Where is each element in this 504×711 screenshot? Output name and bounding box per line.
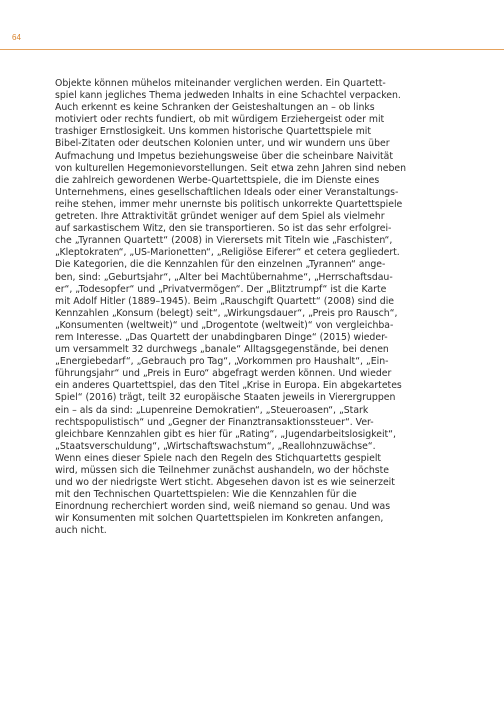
text-line: spiel kann jegliches Thema jedweden Inhalts in eine Schachtel verpacken. [55,90,401,102]
text-line: „Staatsverschuldung“, „Wirtschaftswachstum“, „Reallohnzuwächse“. [55,440,376,452]
text-line: rechtspopulistisch“ und „Gegner der Finanztransaktionssteuer“. Ver- [55,416,374,428]
text-line: reihe stehen, immer mehr unernste bis politisch unkorrekte Quartettspiele [55,198,403,210]
text-line: die zahlreich gewordenen Werbe-Quartettspiele, die im Dienste eines [55,174,380,186]
text-line: Bibel-Zitaten oder deutschen Kolonien unter, und wir wundern uns über [55,138,390,150]
text-line: Spiel“ (2016) trägt, teilt 32 europäische Staaten jeweils in Vierergruppen [55,392,396,404]
text-line: führungsjahr“ und „Preis in Euro“ abgefragt werden können. Und wieder [55,368,392,380]
text-line: Auch erkennt es keine Schranken der Geisteshaltungen an – ob links [55,102,375,114]
text-line: Unternehmens, eines gesellschaftlichen Ideals oder einer Veranstaltungs- [55,186,399,198]
text-line: ben, sind: „Geburtsjahr“, „Alter bei Machtübernahme“, „Herrschaftsdau- [55,271,393,283]
text-line: gleichbare Kennzahlen gibt es hier für „Rating“, „Jugendarbeitslosigkeit“, [55,428,396,440]
text-line: „Energiebedarf“, „Gebrauch pro Tag“, „Vorkommen pro Haushalt“, „Ein- [55,356,389,368]
text-line: Die Kategorien, die die Kennzahlen für den einzelnen „Tyrannen“ ange- [55,259,386,271]
text-line: auf sarkastischem Witz, den sie transportieren. So ist das sehr erfolgrei- [55,223,392,235]
text-line: che „Tyrannen Quartett“ (2008) in Vierersets mit Titeln wie „Faschisten“, [55,235,393,247]
text-line: rem Interesse. „Das Quartett der unabdingbaren Dinge“ (2015) wieder- [55,331,388,343]
text-line: mit Adolf Hitler (1889–1945). Beim „Rauschgift Quartett“ (2008) sind die [55,295,395,307]
text-line: Objekte können mühelos miteinander verglichen werden. Ein Quartett- [55,78,386,89]
text-line: und wo der niedrigste Wert sticht. Abgesehen davon ist es wie seinerzeit [55,477,395,489]
text-line: mit den Technischen Quartettspielen: Wie die Kennzahlen für die [55,489,357,501]
page-number: 64 [12,33,21,42]
header-rule [0,49,504,50]
text-line: wir Konsumenten mit solchen Quartettspielen im Konkreten anfangen, [55,513,384,525]
text-line: ein anderes Quartettspiel, das den Titel „Krise in Europa. Ein abgekartetes [55,380,402,392]
text-line: von kulturellen Hegemonievorstellungen. Seit etwa zehn Jahren sind neben [55,162,406,174]
text-line: auch nicht. [55,525,107,537]
text-line: wird, müssen sich die Teilnehmer zunächst aushandeln, wo der höchste [55,465,389,476]
text-line: Kennzahlen „Konsum (belegt) seit“, „Wirkungsdauer“, „Preis pro Rausch“, [55,307,398,319]
text-line: „Kleptokraten“, „US-Marionetten“, „Religiöse Eiferer“ et cetera gegliedert. [55,247,400,259]
text-line: motiviert oder rechts fundiert, ob mit würdigem Erziehergeist oder mit [55,114,385,126]
text-line: Wenn eines dieser Spiele nach den Regeln des Stichquartetts gespielt [55,452,382,464]
text-line: Aufmachung und Impetus beziehungsweise über die scheinbare Naivität [55,150,394,162]
text-line: „Konsumenten (weltweit)“ und „Drogentote (weltweit)“ von vergleichba- [55,319,394,331]
text-line: trashiger Ernstlosigkeit. Uns kommen historische Quartettspiele mit [55,126,372,138]
text-line: er“, „Todesopfer“ und „Privatvermögen“. Der „Blitztrumpf“ ist die Karte [55,283,387,295]
text-line: getreten. Ihre Attraktivität gründet weniger auf dem Spiel als vielmehr [55,211,385,223]
body-paragraph [55,78,475,538]
text-line: ein – als da sind: „Lupenreine Demokratien“, „Steueroasen“, „Stark [55,404,369,416]
text-line: um versammelt 32 durchwegs „banale“ Alltagsgegenstände, bei denen [55,344,389,356]
text-line: Einordnung recherchiert worden sind, weiß niemand so genau. Und was [55,501,391,513]
